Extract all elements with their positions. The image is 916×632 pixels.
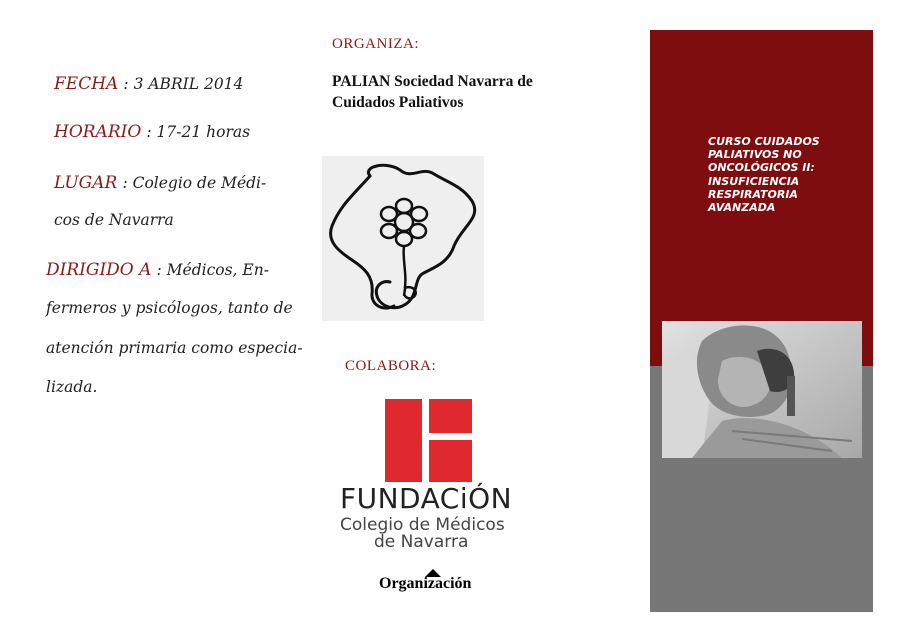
fundacion-logo-icon bbox=[385, 399, 472, 482]
patient-with-mask-image bbox=[662, 321, 862, 458]
flower-drawing bbox=[322, 156, 484, 321]
dirigido-line bbox=[46, 260, 269, 280]
organiza-name-line2: Cuidados Paliativos bbox=[332, 94, 464, 111]
fundacion-logo bbox=[385, 399, 472, 482]
horario-line bbox=[54, 122, 250, 142]
cover-title-line: AVANZADA bbox=[708, 201, 776, 215]
cover-title-line: CURSO CUIDADOS bbox=[708, 135, 820, 148]
dirigido-line-3: atención primaria como especia- bbox=[46, 339, 303, 357]
cover-title-line: PALIATIVOS NO bbox=[708, 148, 802, 162]
cover-title-line: ONCOLÓGICOS II: bbox=[708, 161, 815, 175]
fundacion-line2: de Navarra bbox=[374, 532, 469, 552]
organizacion-mark-icon bbox=[425, 562, 441, 570]
fecha-label: FECHA bbox=[54, 74, 119, 94]
dirigido-label: DIRIGIDO A bbox=[46, 260, 152, 280]
fecha-value: : 3 ABRIL 2014 bbox=[123, 75, 244, 93]
flower-drawing-icon bbox=[322, 156, 484, 321]
cover-title bbox=[708, 135, 858, 214]
horario-value: : 17-21 horas bbox=[146, 123, 251, 141]
patient-photo bbox=[662, 321, 862, 458]
organizers-panel bbox=[300, 0, 630, 632]
event-details bbox=[0, 0, 303, 632]
lugar-line bbox=[54, 173, 266, 193]
dirigido-line-2: fermeros y psicólogos, tanto de bbox=[46, 299, 293, 317]
organizacion-label: Organización bbox=[379, 575, 472, 592]
lugar-value: : Colegio de Médi- bbox=[122, 174, 267, 192]
fecha-line bbox=[54, 74, 243, 94]
organiza-title: ORGANIZA: bbox=[332, 36, 419, 52]
fundacion-title: FUNDACiÓN bbox=[340, 482, 513, 515]
cover-title-line: INSUFICIENCIA bbox=[708, 174, 800, 188]
lugar-label: LUGAR bbox=[54, 173, 118, 193]
horario-label: HORARIO bbox=[54, 122, 142, 142]
brochure-cover bbox=[650, 30, 873, 612]
fundacion-line1: Colegio de Médicos bbox=[340, 515, 505, 535]
lugar-value-cont: cos de Navarra bbox=[54, 211, 174, 229]
colabora-title: COLABORA: bbox=[345, 358, 437, 374]
cover-title-line: RESPIRATORIA bbox=[708, 187, 798, 201]
dirigido-value: : Médicos, En- bbox=[156, 261, 269, 279]
organiza-name-line1: PALIAN Sociedad Navarra de bbox=[332, 73, 533, 90]
dirigido-line-4: lizada. bbox=[46, 378, 98, 396]
